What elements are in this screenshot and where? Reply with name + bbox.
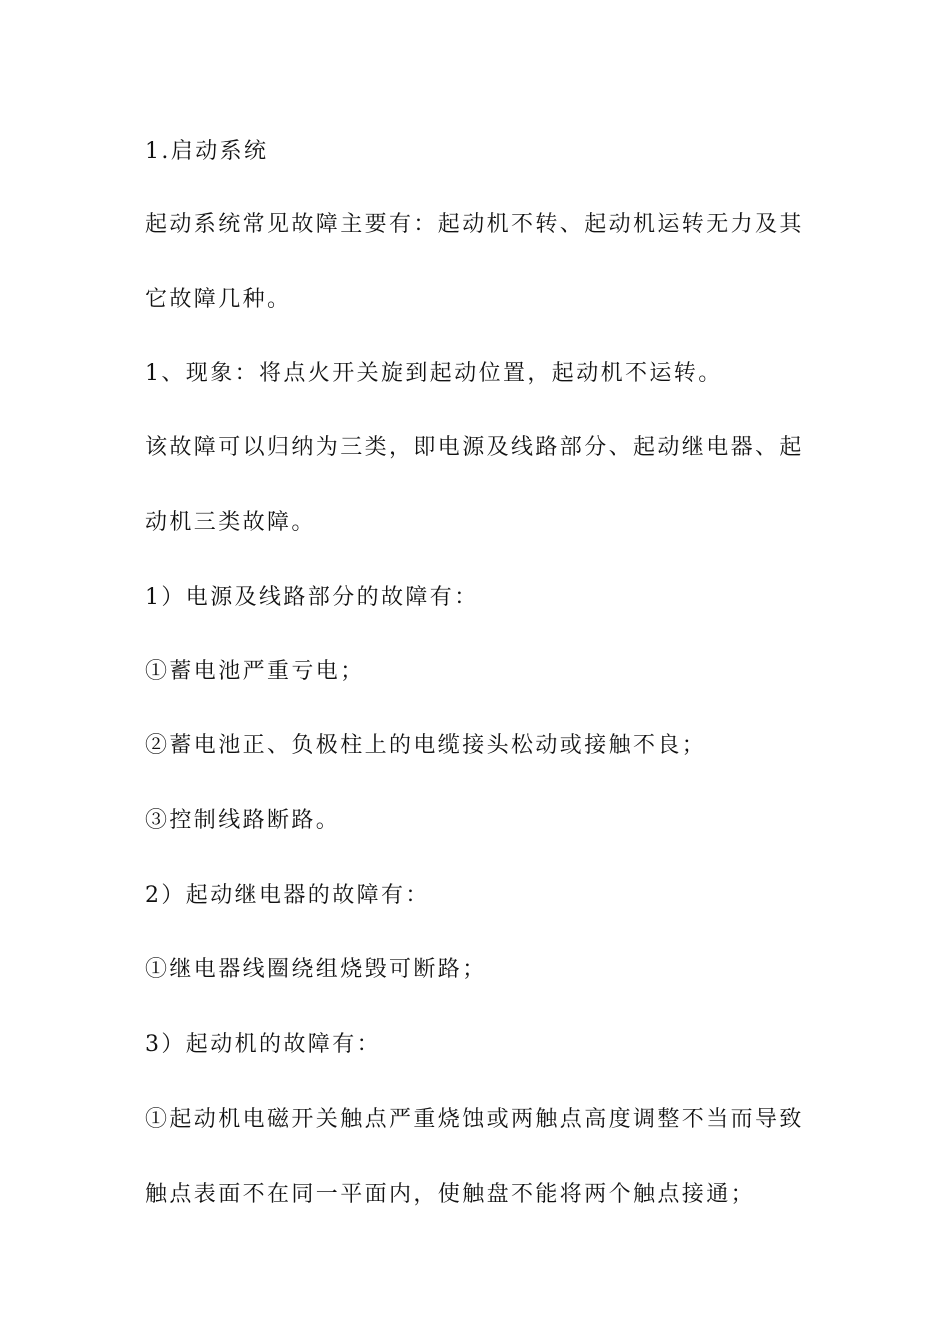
classification-paragraph-line-2: 动机三类故障。 xyxy=(145,510,316,535)
list-item: ①继电器线圈绕组烧毁可断路； xyxy=(145,957,487,982)
intro-paragraph-line-1: 起动系统常见故障主要有：起动机不转、起动机运转无力及其 xyxy=(145,212,804,237)
symptom-line: 1、现象：将点火开关旋到起动位置，起动机不运转。 xyxy=(145,361,723,386)
list-item: ②蓄电池正、负极柱上的电缆接头松动或接触不良； xyxy=(145,733,707,758)
intro-paragraph-line-2: 它故障几种。 xyxy=(145,287,292,312)
classification-paragraph-line-1: 该故障可以归纳为三类，即电源及线路部分、起动继电器、起 xyxy=(145,435,804,460)
subsection-starter: 3）起动机的故障有： xyxy=(145,1032,381,1057)
subsection-relay: 2）起动继电器的故障有： xyxy=(145,883,430,908)
section-heading: 1.启动系统 xyxy=(145,139,269,164)
list-item: ①蓄电池严重亏电； xyxy=(145,659,365,684)
subsection-power-circuit: 1）电源及线路部分的故障有： xyxy=(145,585,479,610)
list-item-line-2: 触点表面不在同一平面内，使触盘不能将两个触点接通； xyxy=(145,1182,756,1207)
list-item: ③控制线路断路。 xyxy=(145,808,341,833)
list-item-line-1: ①起动机电磁开关触点严重烧蚀或两触点高度调整不当而导致 xyxy=(145,1107,804,1132)
